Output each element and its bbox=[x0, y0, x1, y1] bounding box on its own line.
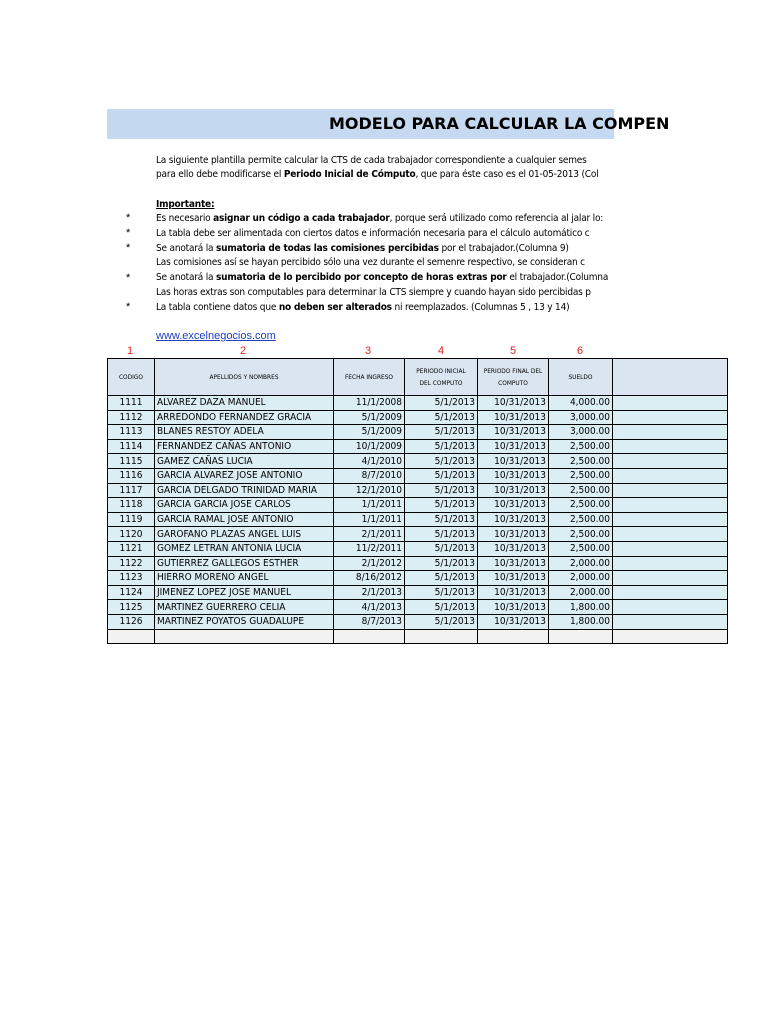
table-row bbox=[108, 498, 728, 513]
table-row bbox=[108, 468, 728, 483]
note-5-rest: el trabajador.(Columna bbox=[506, 272, 609, 283]
cell-periodo-final[interactable]: 10/31/2013 bbox=[478, 571, 549, 586]
header-codigo: CODIGO bbox=[108, 359, 155, 396]
table-row bbox=[108, 600, 728, 615]
cell-empty[interactable] bbox=[613, 629, 728, 644]
cell-hidden[interactable] bbox=[613, 425, 728, 440]
cell-periodo-inicial[interactable]: 5/1/2013 bbox=[405, 614, 478, 629]
excelnegocios-link[interactable]: www.excelnegocios.com bbox=[156, 330, 276, 342]
cell-sueldo[interactable]: 2,500.00 bbox=[549, 512, 613, 527]
note-1-rest: , porque será utilizado como referencia al jalar lo: bbox=[389, 213, 604, 224]
cell-empty[interactable] bbox=[405, 629, 478, 644]
intro-line-2-text: para ello debe modificarse el bbox=[156, 169, 284, 180]
header-sueldo: SUELDO bbox=[549, 359, 613, 396]
cell-sueldo[interactable]: 2,000.00 bbox=[549, 556, 613, 571]
cell-periodo-inicial[interactable]: 5/1/2013 bbox=[405, 585, 478, 600]
header-periodo-inicial bbox=[405, 359, 478, 396]
note-1-bold: asignar un código a cada trabajador bbox=[213, 213, 390, 224]
cell-hidden[interactable] bbox=[613, 483, 728, 498]
cell-fecha-ingreso[interactable]: 11/1/2008 bbox=[334, 396, 405, 411]
cell-periodo-final[interactable]: 10/31/2013 bbox=[478, 468, 549, 483]
cell-fecha-ingreso[interactable]: 1/1/2011 bbox=[334, 512, 405, 527]
cell-codigo[interactable]: 1126 bbox=[108, 614, 155, 629]
cell-nombre[interactable]: GUTIERREZ GALLEGOS ESTHER bbox=[155, 556, 334, 571]
cell-periodo-inicial[interactable]: 5/1/2013 bbox=[405, 425, 478, 440]
cell-hidden[interactable] bbox=[613, 556, 728, 571]
cell-nombre[interactable]: ALVAREZ DAZA MANUEL bbox=[155, 396, 334, 411]
cell-sueldo[interactable]: 2,500.00 bbox=[549, 483, 613, 498]
note-1 bbox=[156, 212, 603, 226]
header-periodo-final-a: PERIODO FINAL DEL bbox=[483, 367, 543, 375]
cell-periodo-final[interactable]: 10/31/2013 bbox=[478, 600, 549, 615]
cell-codigo[interactable]: 1112 bbox=[108, 410, 155, 425]
table-row bbox=[108, 541, 728, 556]
cell-codigo[interactable]: 1119 bbox=[108, 512, 155, 527]
note-6: Las horas extras son computables para determinar la CTS siempre y cuando hayan sido percibidas p bbox=[156, 287, 591, 298]
table-row bbox=[108, 527, 728, 542]
cell-empty[interactable] bbox=[108, 629, 155, 644]
table-row bbox=[108, 425, 728, 440]
cell-codigo[interactable]: 1117 bbox=[108, 483, 155, 498]
cell-periodo-inicial[interactable]: 5/1/2013 bbox=[405, 571, 478, 586]
cell-hidden[interactable] bbox=[613, 600, 728, 615]
table-row bbox=[108, 410, 728, 425]
cell-fecha-ingreso[interactable]: 1/1/2011 bbox=[334, 498, 405, 513]
header-periodo-final bbox=[478, 359, 549, 396]
table-row bbox=[108, 571, 728, 586]
cell-periodo-inicial[interactable]: 5/1/2013 bbox=[405, 556, 478, 571]
note-3-bold: sumatoria de todas las comisiones percibidas bbox=[216, 243, 439, 254]
intro-line-2-rest: , que para éste caso es el 01-05-2013 (Col bbox=[415, 169, 599, 180]
cell-nombre[interactable]: HIERRO MORENO ANGEL bbox=[155, 571, 334, 586]
cell-hidden[interactable] bbox=[613, 410, 728, 425]
cell-codigo[interactable]: 1116 bbox=[108, 468, 155, 483]
column-number-1: 1 bbox=[126, 345, 134, 357]
cell-sueldo[interactable]: 2,000.00 bbox=[549, 585, 613, 600]
cell-fecha-ingreso[interactable]: 4/1/2010 bbox=[334, 454, 405, 469]
header-fecha-ingreso: FECHA INGRESO bbox=[334, 359, 405, 396]
cell-codigo[interactable]: 1125 bbox=[108, 600, 155, 615]
note-5 bbox=[156, 271, 608, 285]
importante-heading: Importante: bbox=[156, 199, 215, 210]
table-row bbox=[108, 396, 728, 411]
cell-hidden[interactable] bbox=[613, 527, 728, 542]
cell-hidden[interactable] bbox=[613, 498, 728, 513]
cell-nombre[interactable]: JIMENEZ LOPEZ JOSE MANUEL bbox=[155, 585, 334, 600]
workers-table bbox=[107, 358, 728, 644]
table-header-row bbox=[108, 359, 728, 396]
cell-periodo-final[interactable]: 10/31/2013 bbox=[478, 439, 549, 454]
note-3-rest: por el trabajador.(Columna 9) bbox=[438, 243, 569, 254]
cell-periodo-final[interactable]: 10/31/2013 bbox=[478, 483, 549, 498]
note-2: La tabla debe ser alimentada con ciertos datos e información necesaria para el cálculo automático c bbox=[156, 228, 590, 239]
table-row bbox=[108, 439, 728, 454]
cell-fecha-ingreso[interactable]: 8/16/2012 bbox=[334, 571, 405, 586]
cell-sueldo[interactable]: 1,800.00 bbox=[549, 600, 613, 615]
cell-codigo[interactable]: 1115 bbox=[108, 454, 155, 469]
table-row bbox=[108, 614, 728, 629]
cell-fecha-ingreso[interactable]: 2/1/2013 bbox=[334, 585, 405, 600]
cell-periodo-inicial[interactable]: 5/1/2013 bbox=[405, 410, 478, 425]
cell-empty[interactable] bbox=[478, 629, 549, 644]
cell-codigo[interactable]: 1111 bbox=[108, 396, 155, 411]
cell-codigo[interactable]: 1124 bbox=[108, 585, 155, 600]
intro-line-2 bbox=[156, 168, 598, 182]
header-nombres: APELLIDOS Y NOMBRES bbox=[155, 359, 334, 396]
cell-sueldo[interactable]: 2,500.00 bbox=[549, 468, 613, 483]
column-number-5: 5 bbox=[509, 345, 517, 357]
cell-sueldo[interactable]: 2,000.00 bbox=[549, 571, 613, 586]
bullet-3: * bbox=[126, 242, 131, 254]
cell-periodo-final[interactable]: 10/31/2013 bbox=[478, 614, 549, 629]
cell-periodo-final[interactable]: 10/31/2013 bbox=[478, 396, 549, 411]
cell-periodo-inicial[interactable]: 5/1/2013 bbox=[405, 498, 478, 513]
cell-periodo-inicial[interactable]: 5/1/2013 bbox=[405, 439, 478, 454]
cell-codigo[interactable]: 1113 bbox=[108, 425, 155, 440]
cell-periodo-final[interactable]: 10/31/2013 bbox=[478, 425, 549, 440]
cell-nombre[interactable]: GARCIA ALVAREZ JOSE ANTONIO bbox=[155, 468, 334, 483]
cell-nombre[interactable]: ARREDONDO FERNANDEZ GRACIA bbox=[155, 410, 334, 425]
table-row bbox=[108, 483, 728, 498]
table-row bbox=[108, 556, 728, 571]
cell-sueldo[interactable]: 2,500.00 bbox=[549, 541, 613, 556]
table-row bbox=[108, 585, 728, 600]
cell-empty[interactable] bbox=[549, 629, 613, 644]
cell-periodo-inicial[interactable]: 5/1/2013 bbox=[405, 512, 478, 527]
cell-sueldo[interactable]: 3,000.00 bbox=[549, 410, 613, 425]
cell-periodo-final[interactable]: 10/31/2013 bbox=[478, 527, 549, 542]
cell-codigo[interactable]: 1120 bbox=[108, 527, 155, 542]
cell-fecha-ingreso[interactable]: 12/1/2010 bbox=[334, 483, 405, 498]
cell-fecha-ingreso[interactable]: 8/7/2010 bbox=[334, 468, 405, 483]
cell-empty[interactable] bbox=[155, 629, 334, 644]
cell-sueldo[interactable]: 4,000.00 bbox=[549, 396, 613, 411]
table-row bbox=[108, 454, 728, 469]
cell-nombre[interactable]: BLANES RESTOY ADELA bbox=[155, 425, 334, 440]
note-7-rest: ni reemplazados. (Columnas 5 , 13 y 14) bbox=[391, 302, 570, 313]
cell-fecha-ingreso[interactable]: 10/1/2009 bbox=[334, 439, 405, 454]
note-1-text: Es necesario bbox=[156, 213, 214, 224]
cell-nombre[interactable]: GARCIA GARCIA JOSE CARLOS bbox=[155, 498, 334, 513]
cell-periodo-final[interactable]: 10/31/2013 bbox=[478, 512, 549, 527]
cell-nombre[interactable]: MARTINEZ GUERRERO CELIA bbox=[155, 600, 334, 615]
header-hidden bbox=[613, 359, 728, 396]
cell-nombre[interactable]: GAMEZ CAÑAS LUCIA bbox=[155, 454, 334, 469]
cell-codigo[interactable]: 1121 bbox=[108, 541, 155, 556]
cell-periodo-inicial[interactable]: 5/1/2013 bbox=[405, 454, 478, 469]
cell-fecha-ingreso[interactable]: 5/1/2009 bbox=[334, 425, 405, 440]
intro-line-1: La siguiente plantilla permite calcular la CTS de cada trabajador correspondiente a cualquier semes bbox=[156, 155, 587, 166]
cell-codigo[interactable]: 1114 bbox=[108, 439, 155, 454]
note-7 bbox=[156, 301, 569, 315]
cell-nombre[interactable]: GOMEZ LETRAN ANTONIA LUCIA bbox=[155, 541, 334, 556]
cell-codigo[interactable]: 1122 bbox=[108, 556, 155, 571]
cell-hidden[interactable] bbox=[613, 541, 728, 556]
cell-periodo-final[interactable]: 10/31/2013 bbox=[478, 498, 549, 513]
column-number-4: 4 bbox=[437, 345, 445, 357]
note-3-text: Se anotará la bbox=[156, 243, 216, 254]
table-row bbox=[108, 512, 728, 527]
note-7-bold: no deben ser alterados bbox=[278, 302, 392, 313]
cell-fecha-ingreso[interactable]: 8/7/2013 bbox=[334, 614, 405, 629]
bullet-1: * bbox=[126, 212, 131, 224]
cell-sueldo[interactable]: 3,000.00 bbox=[549, 425, 613, 440]
cell-sueldo[interactable]: 2,500.00 bbox=[549, 527, 613, 542]
cell-fecha-ingreso[interactable]: 4/1/2013 bbox=[334, 600, 405, 615]
cell-fecha-ingreso[interactable]: 2/1/2011 bbox=[334, 527, 405, 542]
column-number-6: 6 bbox=[576, 345, 584, 357]
note-5-bold: sumatoria de lo percibido por concepto de horas extras por bbox=[216, 272, 507, 283]
header-periodo-final-b: COMPUTO bbox=[498, 379, 528, 387]
table-row-empty bbox=[108, 629, 728, 644]
cell-fecha-ingreso[interactable]: 5/1/2009 bbox=[334, 410, 405, 425]
cell-fecha-ingreso[interactable]: 2/1/2012 bbox=[334, 556, 405, 571]
cell-nombre[interactable]: GAROFANO PLAZAS ANGEL LUIS bbox=[155, 527, 334, 542]
bullet-5: * bbox=[126, 301, 131, 313]
cell-nombre[interactable]: MARTINEZ POYATOS GUADALUPE bbox=[155, 614, 334, 629]
cell-hidden[interactable] bbox=[613, 396, 728, 411]
column-number-2: 2 bbox=[239, 345, 247, 357]
intro-line-2-bold: Periodo Inicial de Cómputo bbox=[283, 169, 416, 180]
header-periodo-inicial-a: PERIODO INICIAL bbox=[416, 367, 466, 375]
cell-periodo-inicial[interactable]: 5/1/2013 bbox=[405, 468, 478, 483]
cell-periodo-final[interactable]: 10/31/2013 bbox=[478, 541, 549, 556]
cell-hidden[interactable] bbox=[613, 439, 728, 454]
cell-periodo-final[interactable]: 10/31/2013 bbox=[478, 556, 549, 571]
cell-periodo-inicial[interactable]: 5/1/2013 bbox=[405, 527, 478, 542]
cell-sueldo[interactable]: 2,500.00 bbox=[549, 439, 613, 454]
cell-periodo-inicial[interactable]: 5/1/2013 bbox=[405, 396, 478, 411]
note-5-text: Se anotará la bbox=[156, 272, 216, 283]
cell-periodo-inicial[interactable]: 5/1/2013 bbox=[405, 483, 478, 498]
cell-nombre[interactable]: GARCIA RAMAL JOSE ANTONIO bbox=[155, 512, 334, 527]
cell-empty[interactable] bbox=[334, 629, 405, 644]
cell-codigo[interactable]: 1123 bbox=[108, 571, 155, 586]
note-3 bbox=[156, 242, 569, 256]
note-4: Las comisiones así se hayan percibido sólo una vez durante el semenre respectivo, se consideran c bbox=[156, 257, 585, 268]
cell-codigo[interactable]: 1118 bbox=[108, 498, 155, 513]
cell-hidden[interactable] bbox=[613, 585, 728, 600]
cell-sueldo[interactable]: 2,500.00 bbox=[549, 454, 613, 469]
cell-periodo-final[interactable]: 10/31/2013 bbox=[478, 454, 549, 469]
cell-hidden[interactable] bbox=[613, 571, 728, 586]
cell-periodo-final[interactable]: 10/31/2013 bbox=[478, 410, 549, 425]
cell-fecha-ingreso[interactable]: 11/2/2011 bbox=[334, 541, 405, 556]
page-title: MODELO PARA CALCULAR LA COMPEN bbox=[329, 114, 670, 133]
cell-hidden[interactable] bbox=[613, 614, 728, 629]
column-number-3: 3 bbox=[364, 345, 372, 357]
cell-hidden[interactable] bbox=[613, 454, 728, 469]
bullet-4: * bbox=[126, 272, 131, 284]
cell-periodo-inicial[interactable]: 5/1/2013 bbox=[405, 541, 478, 556]
note-7-text: La tabla contiene datos que bbox=[156, 302, 279, 313]
cell-periodo-inicial[interactable]: 5/1/2013 bbox=[405, 600, 478, 615]
table-body bbox=[108, 396, 728, 644]
cell-sueldo[interactable]: 2,500.00 bbox=[549, 498, 613, 513]
cell-hidden[interactable] bbox=[613, 512, 728, 527]
bullet-2: * bbox=[126, 227, 131, 239]
cell-nombre[interactable]: FERNANDEZ CAÑAS ANTONIO bbox=[155, 439, 334, 454]
header-periodo-inicial-b: DEL COMPUTO bbox=[419, 379, 463, 387]
cell-nombre[interactable]: GARCIA DELGADO TRINIDAD MARIA bbox=[155, 483, 334, 498]
cell-hidden[interactable] bbox=[613, 468, 728, 483]
cell-sueldo[interactable]: 1,800.00 bbox=[549, 614, 613, 629]
cell-periodo-final[interactable]: 10/31/2013 bbox=[478, 585, 549, 600]
